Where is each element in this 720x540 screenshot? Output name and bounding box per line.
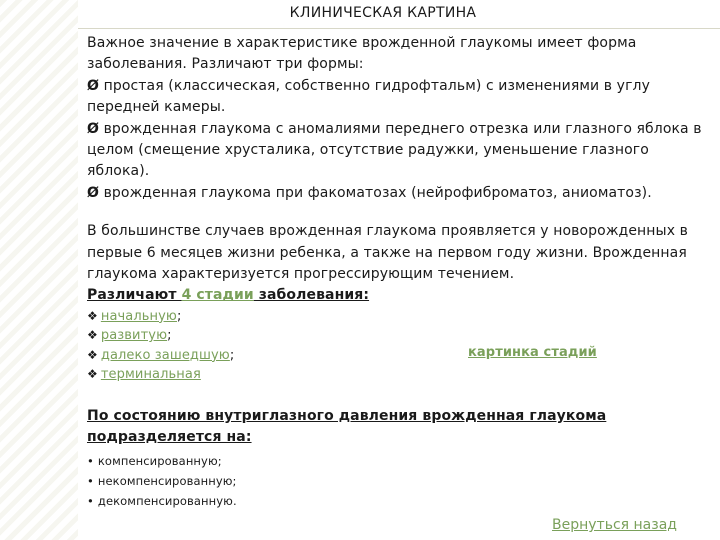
- stage-punct: ;: [167, 328, 172, 344]
- pressure-text: декомпенсированную.: [97, 493, 237, 508]
- diamond-bullet-icon: ❖: [87, 367, 98, 382]
- form-item: [87, 119, 712, 183]
- decorative-stripes: [0, 0, 78, 540]
- pressure-item: [87, 471, 712, 491]
- form-item: [87, 183, 712, 204]
- arrow-icon: Ø: [87, 184, 100, 201]
- form-item: [87, 76, 712, 119]
- stage-item: [87, 365, 712, 385]
- bullet-icon: •: [87, 493, 94, 508]
- stage-link-initial[interactable]: начальную: [100, 308, 177, 324]
- stages-count-link[interactable]: 4 стадии: [181, 287, 254, 304]
- stages-heading: [87, 285, 712, 306]
- stage-link-developed[interactable]: развитую: [100, 328, 168, 344]
- pressure-text: компенсированную;: [97, 453, 222, 468]
- stage-link-terminal[interactable]: терминальная: [100, 367, 201, 383]
- diamond-bullet-icon: ❖: [87, 347, 98, 362]
- arrow-icon: Ø: [87, 77, 100, 94]
- bullet-icon: •: [87, 473, 94, 488]
- stages-picture-link[interactable]: картинка стадий: [468, 344, 597, 360]
- arrow-icon: Ø: [87, 120, 100, 137]
- pressure-text: некомпенсированную;: [97, 473, 237, 488]
- pressure-list: [87, 451, 712, 511]
- stage-punct: ;: [176, 308, 182, 324]
- stage-link-advanced[interactable]: далеко зашедшую: [100, 347, 230, 363]
- form-text: врожденная глаукома при факоматозах (нейрофиброматоз, аниоматоз).: [103, 184, 652, 201]
- diamond-bullet-icon: ❖: [87, 308, 98, 323]
- form-text: врожденная глаукома с аномалиями переднего отрезка или глазного яблока в целом (смещение хрусталика, отсутствие радужки, уменьшение глазного яблока).: [87, 120, 702, 180]
- pressure-item: [87, 451, 712, 471]
- onset-paragraph: В большинстве случаев врожденная глаукома проявляется у новорожденных в первые 6 месяцев жизни ребенка, а также на первом году жизни. Врожденная глаукома характеризуется прогрессирующим течением.: [87, 223, 688, 283]
- pressure-heading: По состоянию внутриглазного давления врожденная глаукома подразделяется на:: [87, 407, 607, 446]
- pressure-item: [87, 491, 712, 511]
- bullet-icon: •: [87, 453, 94, 468]
- stage-punct: ;: [229, 347, 235, 363]
- stage-item: [87, 307, 712, 327]
- form-text: простая (классическая, собственно гидрофтальм) с изменениями в углу передней камеры.: [87, 77, 650, 116]
- intro-text: Важное значение в характеристике врожденной глаукомы имеет форма заболевания. Различают три формы:: [87, 35, 637, 73]
- back-link[interactable]: Вернуться назад: [552, 517, 677, 533]
- stage-item: [87, 346, 712, 366]
- page-title: КЛИНИЧЕСКАЯ КАРТИНА: [289, 5, 477, 21]
- stages-heading-prefix: Различают: [87, 287, 182, 304]
- stage-item: [87, 326, 712, 346]
- stages-list: [87, 307, 712, 385]
- diamond-bullet-icon: ❖: [87, 328, 98, 343]
- stages-heading-suffix: заболевания:: [253, 287, 370, 304]
- content: [87, 33, 712, 511]
